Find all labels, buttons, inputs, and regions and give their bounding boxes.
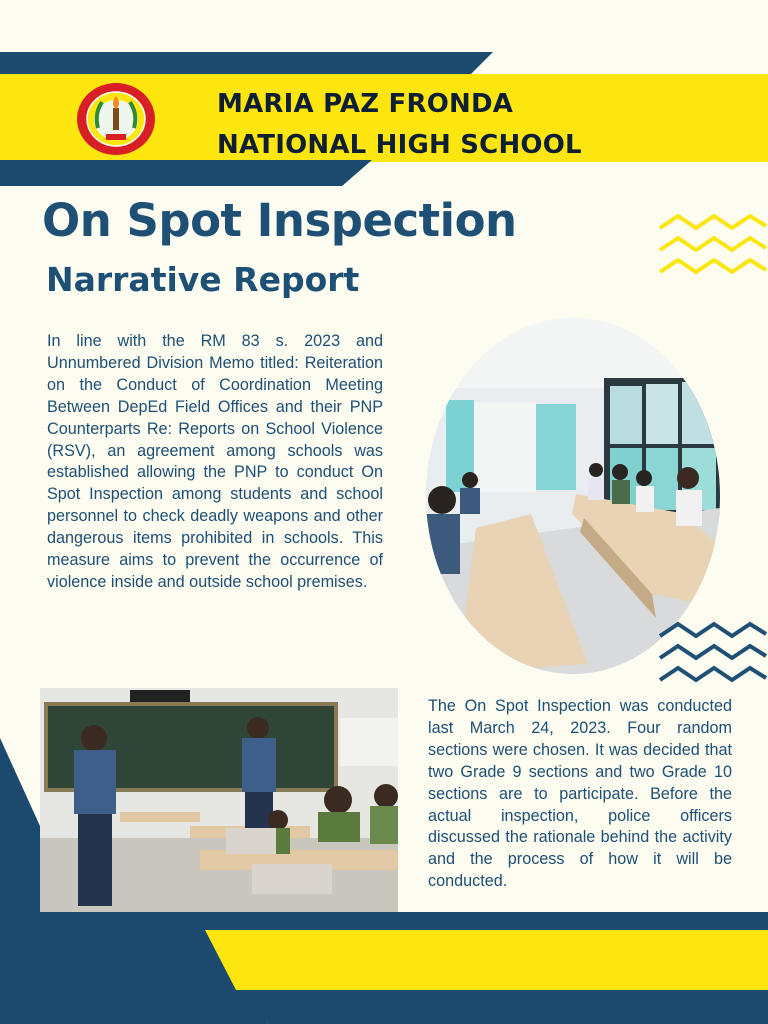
school-seal-logo: [76, 82, 156, 156]
blue-zigzag-decoration: [656, 614, 768, 694]
page-subtitle: Narrative Report: [46, 260, 360, 299]
school-name-line2: NATIONAL HIGH SCHOOL: [217, 130, 582, 160]
school-name: [217, 84, 647, 166]
school-name-line1: MARIA PAZ FRONDA: [217, 89, 514, 119]
narrative-paragraph-1: In line with the RM 83 s. 2023 and Unnumbered Division Memo titled: Reiteration on the Conduct of Coordination Meeting Between DepEd Field Offices and their PNP Counterparts Re: Reports on School Violence (RSV), an agreement among schools was established allowing the PNP to conduct On Spot Inspection among students and school personnel to check deadly weapons and other dangerous items prohibited in schools. This measure aims to prevent the occurrence of violence inside and outside school premises.: [47, 332, 383, 591]
narrative-paragraph-2: The On Spot Inspection was conducted last March 24, 2023. Four random sections were chosen. It was decided that two Grade 9 sections and two Grade 10 sections are to participate. Before the actual inspection, police officers discussed the rationale behind the activity and the process of how it will be conducted.: [428, 697, 732, 891]
classroom-photo: [40, 688, 398, 912]
yellow-zigzag-decoration: [656, 206, 768, 286]
page-title: On Spot Inspection: [42, 194, 517, 247]
